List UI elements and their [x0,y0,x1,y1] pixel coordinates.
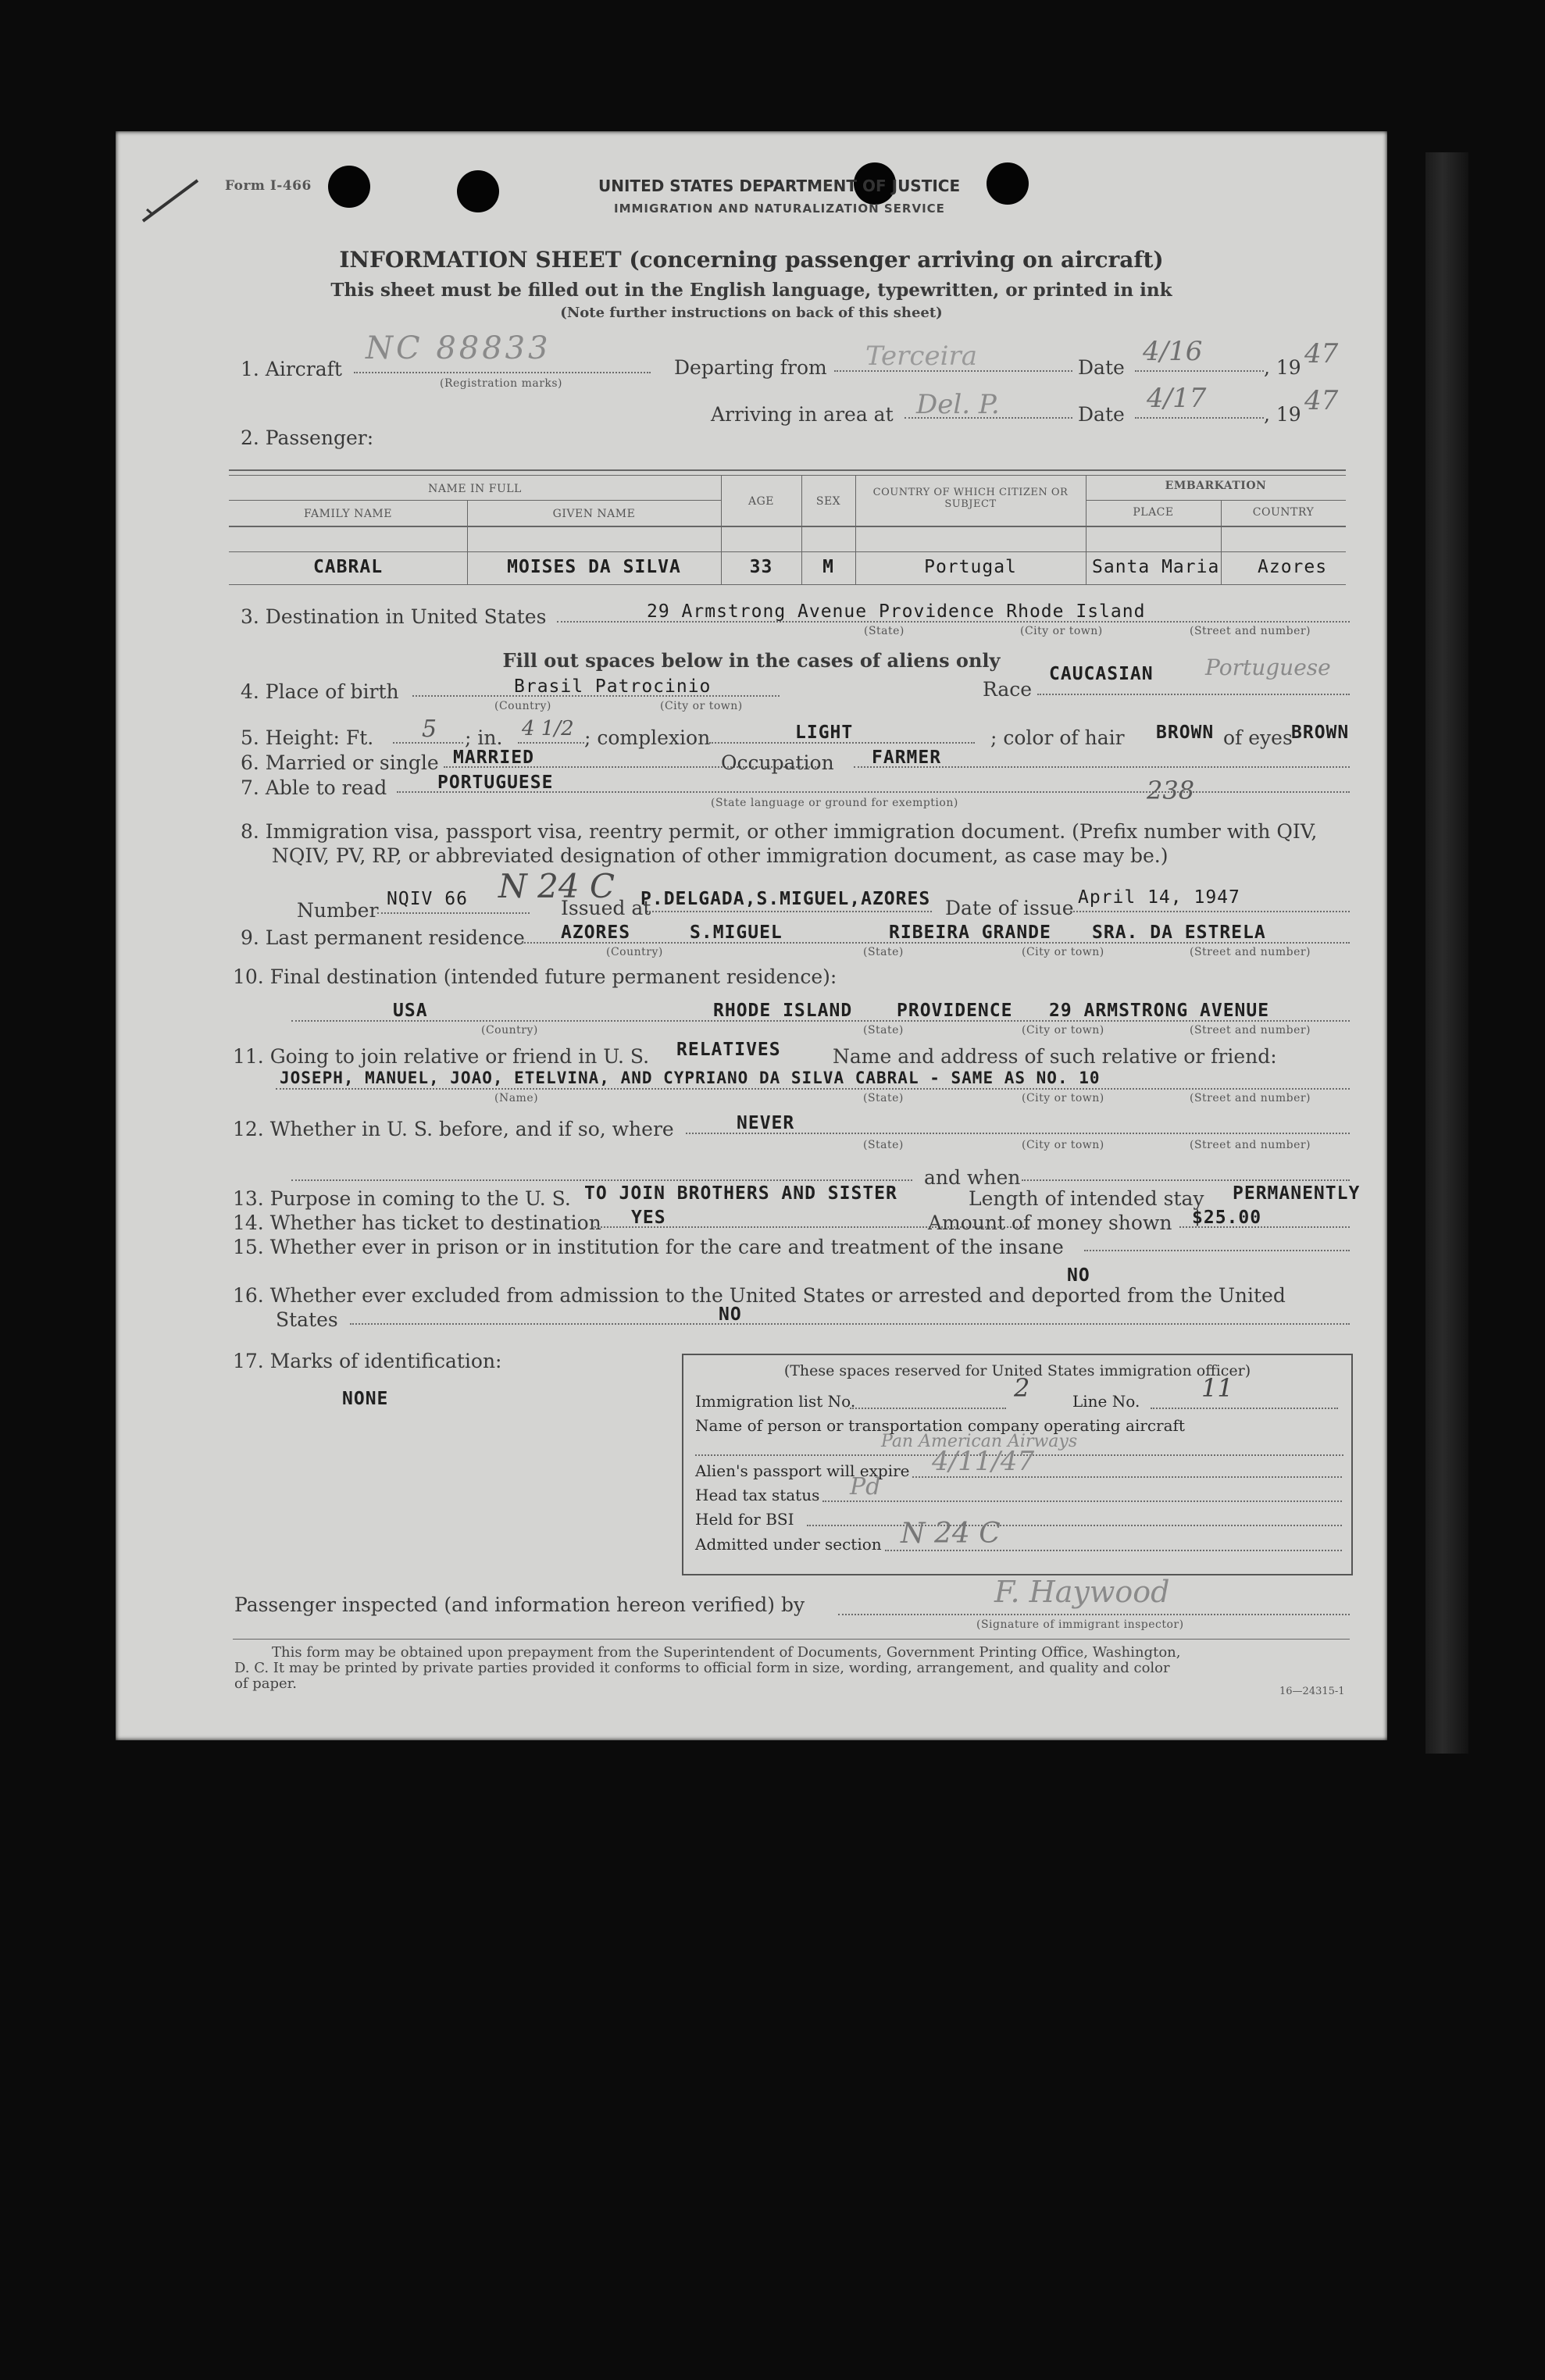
excluded-value: NO [719,1304,742,1325]
arrival-year: 47 [1304,385,1339,416]
issue-date-line [1070,911,1350,912]
read-label: 7. Able to read [241,776,387,799]
line-no-value: 11 [1201,1373,1233,1403]
sub-state: (State) [863,1092,904,1104]
form-note: (Note further instructions on back of this sheet) [560,305,943,321]
head-tax-label: Head tax status [695,1486,820,1504]
service-heading: IMMIGRATION AND NATURALIZATION SERVICE [614,202,945,216]
destination-value: 29 Armstrong Avenue Providence Rhode Island [647,601,1146,622]
stay-value: PERMANENTLY [1233,1183,1361,1204]
excluded-label-line1: 16. Whether ever excluded from admission to the United States or arrested and deported from the United [233,1284,1286,1307]
section-value: N 24 C [901,1518,1001,1550]
when-label: and when [924,1166,1021,1189]
list-line [850,1408,1006,1409]
operator-value: Pan American Airways [881,1432,1078,1451]
head-tax-line [822,1500,1342,1502]
registration-sublabel: (Registration marks) [440,377,563,390]
date-label: Date [1078,356,1125,379]
scanner-edge-strip [1425,152,1468,1754]
passenger-label: 2. Passenger: [241,426,374,449]
embarkation-country: Azores [1258,557,1328,577]
hair-value: BROWN [1156,723,1215,743]
table-rule [229,526,1346,527]
prison-label: 15. Whether ever in prison or in institution for the care and treatment of the insane [233,1236,1064,1258]
departing-value: Terceira [865,341,977,372]
header-age: AGE [748,495,774,508]
race-annotation: Portuguese [1205,655,1331,680]
passport-expire-label: Alien's passport will expire [695,1461,910,1480]
header-place: PLACE [1133,506,1174,519]
race-value: CAUCASIAN [1049,664,1154,684]
header-name-in-full: NAME IN FULL [428,483,522,495]
officer-box-header: (These spaces reserved for United States immigration officer) [783,1362,1251,1379]
footer-line1: This form may be obtained upon prepayment from the Superintendent of Documents, Government Printing Office, Washington, [272,1644,1181,1661]
sub-country: (Country) [606,946,663,958]
race-label: Race [983,678,1033,701]
money-value: $25.00 [1192,1208,1262,1228]
sub-city: (City or town) [660,700,743,712]
inspection-label: Passenger inspected (and information hereon verified) by [234,1593,805,1616]
table-rule [229,469,1346,471]
arriving-label: Arriving in area at [711,403,894,426]
purpose-label: 13. Purpose in coming to the U. S. [233,1187,571,1210]
complexion-label: ; complexion [584,726,711,749]
sub-city: (City or town) [1022,1092,1104,1104]
table-rule [229,584,1346,585]
punch-hole [987,162,1029,205]
departure-year: 47 [1304,338,1339,369]
issue-date-label: Date of issue [945,897,1074,919]
table-rule [229,551,1346,552]
footer-rule [233,1639,1350,1640]
passenger-citizenship: Portugal [924,557,1017,577]
passenger-family-name: CABRAL [312,557,384,577]
header-family-name: FAMILY NAME [304,508,392,520]
sub-country: (Country) [481,1024,538,1037]
form-number: Form I-466 [225,178,312,194]
visa-label-line1: 8. Immigration visa, passport visa, reentry permit, or other immigration document. (Prefix number with QIV, [241,820,1318,843]
join-label: 11. Going to join relative or friend in U. S. [233,1045,650,1068]
sub-state: (State) [863,1139,904,1151]
hair-label: ; color of hair [990,726,1125,749]
passenger-given-name: MOISES DA SILVA [507,557,681,577]
final-destination-label: 10. Final destination (intended future permanent residence): [233,965,837,988]
signature-sublabel: (Signature of immigrant inspector) [976,1618,1184,1631]
join-names-line [276,1088,1350,1090]
ticket-label: 14. Whether has ticket to destination [233,1211,601,1234]
when-line [1022,1179,1350,1181]
year-prefix: , 19 [1264,403,1301,426]
signature-line [838,1614,1350,1615]
join-names: JOSEPH, MANUEL, JOAO, ETELVINA, AND CYPRIANO DA SILVA CABRAL - SAME AS NO. 10 [280,1069,1101,1087]
final-country: USA [393,1001,428,1021]
passenger-age: 33 [749,557,773,577]
residence-city: RIBEIRA GRANDE [889,922,1051,943]
section-label: Admitted under section [695,1535,882,1554]
eyes-label: of eyes [1223,726,1293,749]
visa-issued-label: Issued at [561,897,651,919]
sub-city: (City or town) [1022,1139,1104,1151]
before-value: NEVER [737,1113,795,1133]
agency-heading: UNITED STATES DEPARTMENT OF JUSTICE [598,177,961,195]
inspector-signature: F. Haywood [994,1575,1170,1609]
header-emb-country: COUNTRY [1252,506,1315,519]
height-ft: 5 [422,715,437,743]
table-rule [229,475,1346,476]
head-tax-value: Pd [850,1473,881,1500]
last-residence-label: 9. Last permanent residence [241,926,525,949]
visa-issued: P.DELGADA,S.MIGUEL,AZORES [640,889,931,909]
sub-country: (Country) [494,700,551,712]
final-street: 29 ARMSTRONG AVENUE [1049,1001,1270,1021]
destination-label: 3. Destination in United States [241,605,547,628]
sub-name: (Name) [494,1092,539,1104]
before-label: 12. Whether in U. S. before, and if so, where [233,1118,674,1140]
year-prefix: , 19 [1264,356,1301,379]
visa-number-annotation: N 24 C [498,867,616,905]
height-in: 4 1/2 [522,717,574,740]
date-label: Date [1078,403,1125,426]
header-sex: SEX [815,495,841,508]
ticket-value: YES [631,1208,666,1228]
bsi-label: Held for BSI [695,1510,794,1529]
sub-state: (State) [863,1024,904,1037]
visa-number-label: Number [297,899,379,922]
sub-state: (State) [863,946,904,958]
sub-street: (Street and number) [1190,1092,1311,1104]
immigration-list-label: Immigration list No. [695,1392,856,1411]
visa-number-line [377,912,530,914]
sub-street: (Street and number) [1190,625,1311,637]
footer-line2: D. C. It may be printed by private parties provided it conforms to official form in size, wording, arrangement, and quality and color [234,1660,1170,1676]
sub-city: (City or town) [1022,1024,1104,1037]
embarkation-place: Santa Maria [1092,557,1220,577]
aircraft-label: 1. Aircraft [241,358,342,380]
visa-issued-line [647,911,932,912]
final-city: PROVIDENCE [897,1001,1013,1021]
header-embarkation: EMBARKATION [1165,480,1267,492]
height-label: 5. Height: Ft. [241,726,374,749]
residence-country: AZORES [561,922,631,943]
visa-number: NQIV 66 [387,889,468,909]
table-rule [229,500,721,501]
excluded-line [350,1323,1350,1325]
sub-street: (Street and number) [1190,1139,1311,1151]
aircraft-line [354,372,651,373]
form-title: INFORMATION SHEET (concerning passenger arriving on aircraft) [339,247,1164,273]
height-in-line [518,742,584,744]
arriving-value: Del. P. [916,389,1000,420]
eyes-value: BROWN [1291,723,1350,743]
purpose-value: TO JOIN BROTHERS AND SISTER [584,1183,897,1204]
line-no-line [1151,1408,1338,1409]
footer-line3: of paper. [234,1675,297,1692]
marital-label: 6. Married or single [241,751,439,774]
operator-label: Name of person or transportation company operating aircraft [695,1416,1185,1435]
read-annotation: 238 [1147,776,1195,805]
information-sheet [116,131,1387,1740]
date-line [1135,370,1264,372]
marks-label: 17. Marks of identification: [233,1350,502,1372]
sub-city: (City or town) [1022,946,1104,958]
issue-date: April 14, 1947 [1078,887,1240,908]
line-no-label: Line No. [1072,1392,1140,1411]
money-label: Amount of money shown [928,1211,1172,1234]
sub-street: (Street and number) [1190,1024,1311,1037]
occupation-value: FARMER [872,748,942,768]
footer-code: 16—24315-1 [1279,1686,1345,1697]
marks-value: NONE [342,1389,389,1409]
birth-value: Brasil Patrocinio [514,676,712,697]
sub-street: (Street and number) [1190,946,1311,958]
prison-line [1084,1250,1350,1251]
punch-hole [457,170,499,212]
residence-state: S.MIGUEL [690,922,783,943]
aircraft-registration: NC 88833 [366,330,551,366]
section-line [885,1550,1342,1551]
birth-label: 4. Place of birth [241,680,399,703]
date-line [1135,417,1264,419]
prison-value: NO [1067,1265,1090,1286]
header-given-name: GIVEN NAME [552,508,636,520]
complexion-value: LIGHT [795,723,854,743]
immigration-list-value: 2 [1014,1373,1030,1403]
residence-street: SRA. DA ESTRELA [1092,922,1266,943]
excluded-label-line2: States [276,1308,338,1331]
before-line2 [291,1179,912,1181]
form-instruction: This sheet must be filled out in the English language, typewritten, or printed in ink [330,280,1172,301]
header-citizen-country: COUNTRY OF WHICH CITIZEN OR SUBJECT [872,487,1069,510]
join-value: RELATIVES [676,1040,781,1060]
read-value: PORTUGUESE [437,773,554,793]
punch-hole [328,166,370,208]
departing-label: Departing from [674,356,827,379]
race-line [1037,694,1350,695]
aliens-note: Fill out spaces below in the cases of aliens only [502,649,1001,672]
bsi-line [807,1525,1342,1526]
passport-expire-value: 4/11/47 [932,1446,1035,1477]
final-state: RHODE ISLAND [713,1001,853,1021]
arrival-date: 4/17 [1147,383,1207,414]
passenger-sex: M [822,557,834,577]
pen-mark-icon [139,174,202,229]
departure-date: 4/16 [1143,336,1203,367]
stay-label: Length of intended stay [969,1187,1204,1210]
marital-value: MARRIED [453,748,534,768]
sub-city: (City or town) [1020,625,1103,637]
table-rule [1086,500,1346,501]
sub-state: (State) [864,625,905,637]
read-sublabel: (State language or ground for exemption) [711,797,958,809]
visa-label-line2: NQIV, PV, RP, or abbreviated designation of other immigration document, as case may be.) [272,844,1169,867]
height-in-label: ; in. [465,726,503,749]
occupation-label: Occupation [721,751,834,774]
join-name-label: Name and address of such relative or friend: [833,1045,1277,1068]
